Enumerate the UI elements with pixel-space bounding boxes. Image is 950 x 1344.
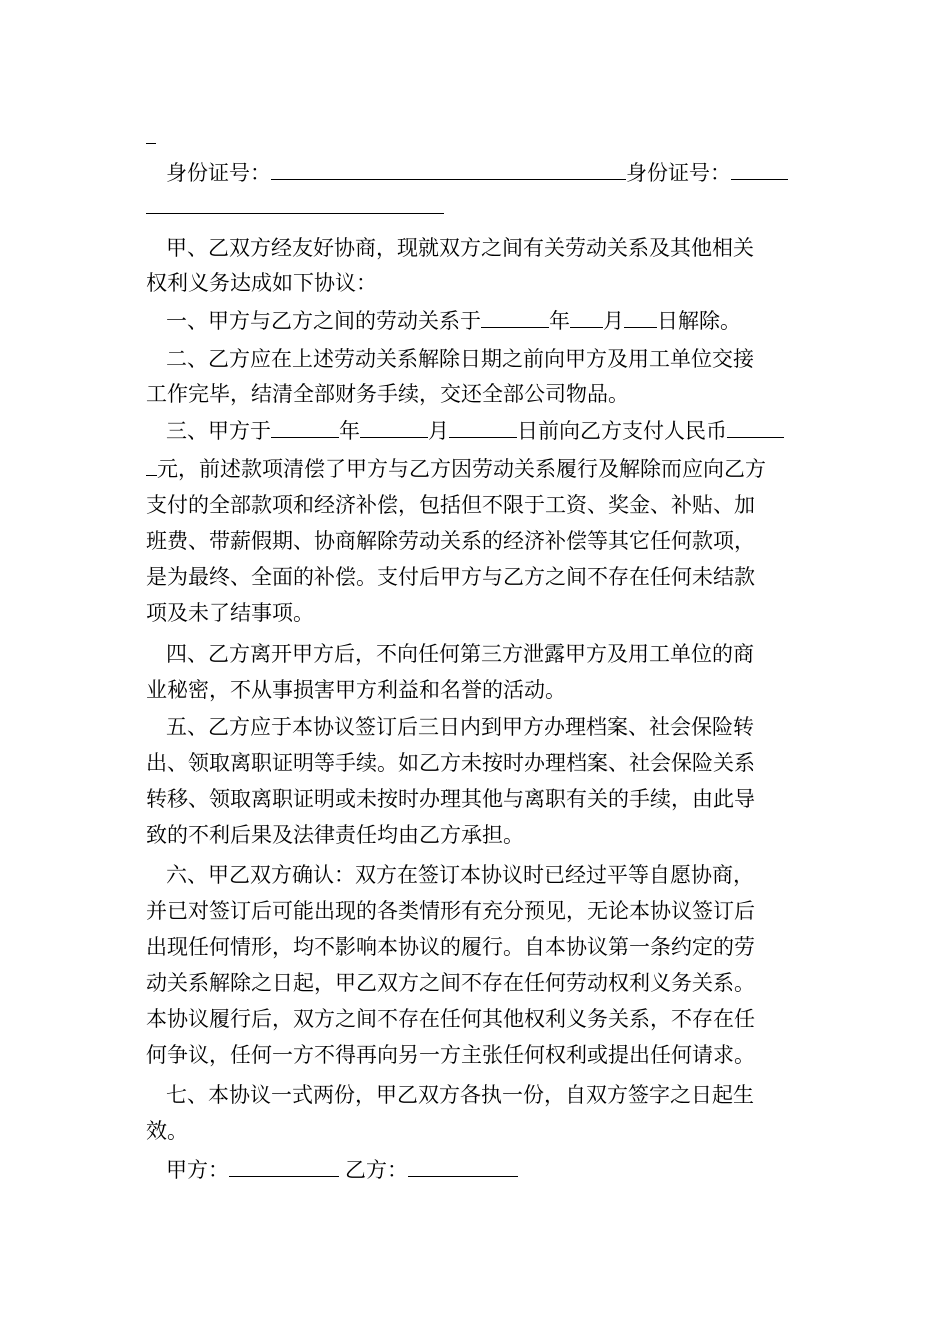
party-a-signature-blank — [229, 1156, 339, 1177]
stray-underline — [146, 143, 156, 144]
pay-month-label: 月 — [428, 419, 449, 443]
clause-3-line-3: 支付的全部款项和经济补偿，包括但不限于工资、奖金、补贴、加 — [146, 493, 755, 517]
intro-line-2: 权利义务达成如下协议： — [146, 271, 377, 295]
year-blank — [481, 307, 549, 328]
pay-year-blank — [271, 417, 339, 438]
clause-1-tail: 日解除。 — [657, 309, 741, 333]
signature-row — [166, 1155, 518, 1185]
clause-6-line-3: 出现任何情形，均不影响本协议的履行。自本协议第一条约定的劳 — [146, 935, 755, 959]
clause-1-text: 一、甲方与乙方之间的劳动关系于 — [166, 309, 481, 333]
party-b-label: 乙方： — [345, 1158, 408, 1182]
clause-3-line-1 — [166, 416, 784, 446]
party-b-id-blank-continued — [146, 213, 444, 214]
clause-6-line-4: 动关系解除之日起，甲乙双方之间不存在任何劳动权利义务关系。 — [146, 971, 755, 995]
clause-3-line-6: 项及未了结事项。 — [146, 601, 314, 625]
clause-5-line-3: 转移、领取离职证明或未按时办理其他与离职有关的手续，由此导 — [146, 787, 755, 811]
party-a-label: 甲方： — [166, 1158, 229, 1182]
clause-6-line-1: 六、甲乙双方确认：双方在签订本协议时已经过平等自愿协商， — [166, 863, 754, 887]
clause-5-line-2: 出、领取离职证明等手续。如乙方未按时办理档案、社会保险关系 — [146, 751, 755, 775]
clause-7-line-2: 效。 — [146, 1119, 188, 1143]
clause-3-line-2-text: 元，前述款项清偿了甲方与乙方因劳动关系履行及解除而应向乙方 — [157, 457, 766, 481]
clause-4-line-2: 业秘密，不从事损害甲方利益和名誉的活动。 — [146, 678, 566, 702]
year-label: 年 — [549, 309, 570, 333]
month-blank — [570, 307, 603, 328]
amount-blank-continued — [146, 455, 157, 476]
clause-6-line-2: 并已对签订后可能出现的各类情形有充分预见，无论本协议签订后 — [146, 899, 755, 923]
clause-2-line-1: 二、乙方应在上述劳动关系解除日期之前向甲方及用工单位交接 — [166, 347, 754, 371]
clause-3-tail: 日前向乙方支付人民币 — [517, 419, 727, 443]
clause-1 — [166, 306, 741, 336]
party-a-id-label: 身份证号： — [166, 161, 271, 185]
clause-3-line-2 — [146, 454, 766, 484]
month-label: 月 — [603, 309, 624, 333]
clause-3-line-5: 是为最终、全面的补偿。支付后甲方与乙方之间不存在任何未结款 — [146, 565, 755, 589]
pay-year-label: 年 — [339, 419, 360, 443]
clause-2-line-2: 工作完毕，结清全部财务手续，交还全部公司物品。 — [146, 382, 629, 406]
party-a-id-blank — [271, 159, 626, 180]
amount-blank — [727, 417, 784, 438]
party-b-id-blank — [731, 159, 788, 180]
clause-4-line-1: 四、乙方离开甲方后，不向任何第三方泄露甲方及用工单位的商 — [166, 642, 754, 666]
pay-day-blank — [449, 417, 517, 438]
party-b-signature-blank — [408, 1156, 518, 1177]
clause-6-line-5: 本协议履行后，双方之间不存在任何其他权利义务关系，不存在任 — [146, 1007, 755, 1031]
clause-3-line-4: 班费、带薪假期、协商解除劳动关系的经济补偿等其它任何款项， — [146, 529, 755, 553]
clause-6-line-6: 何争议，任何一方不得再向另一方主张任何权利或提出任何请求。 — [146, 1043, 755, 1067]
clause-5-line-4: 致的不利后果及法律责任均由乙方承担。 — [146, 823, 524, 847]
day-blank — [624, 307, 657, 328]
clause-5-line-1: 五、乙方应于本协议签订后三日内到甲方办理档案、社会保险转 — [166, 715, 754, 739]
party-b-id-label: 身份证号： — [626, 161, 731, 185]
clause-3-text: 三、甲方于 — [166, 419, 271, 443]
pay-month-blank — [360, 417, 428, 438]
id-number-row — [166, 158, 788, 188]
clause-7-line-1: 七、本协议一式两份，甲乙双方各执一份，自双方签字之日起生 — [166, 1083, 754, 1107]
intro-line-1: 甲、乙双方经友好协商，现就双方之间有关劳动关系及其他相关 — [166, 236, 754, 260]
